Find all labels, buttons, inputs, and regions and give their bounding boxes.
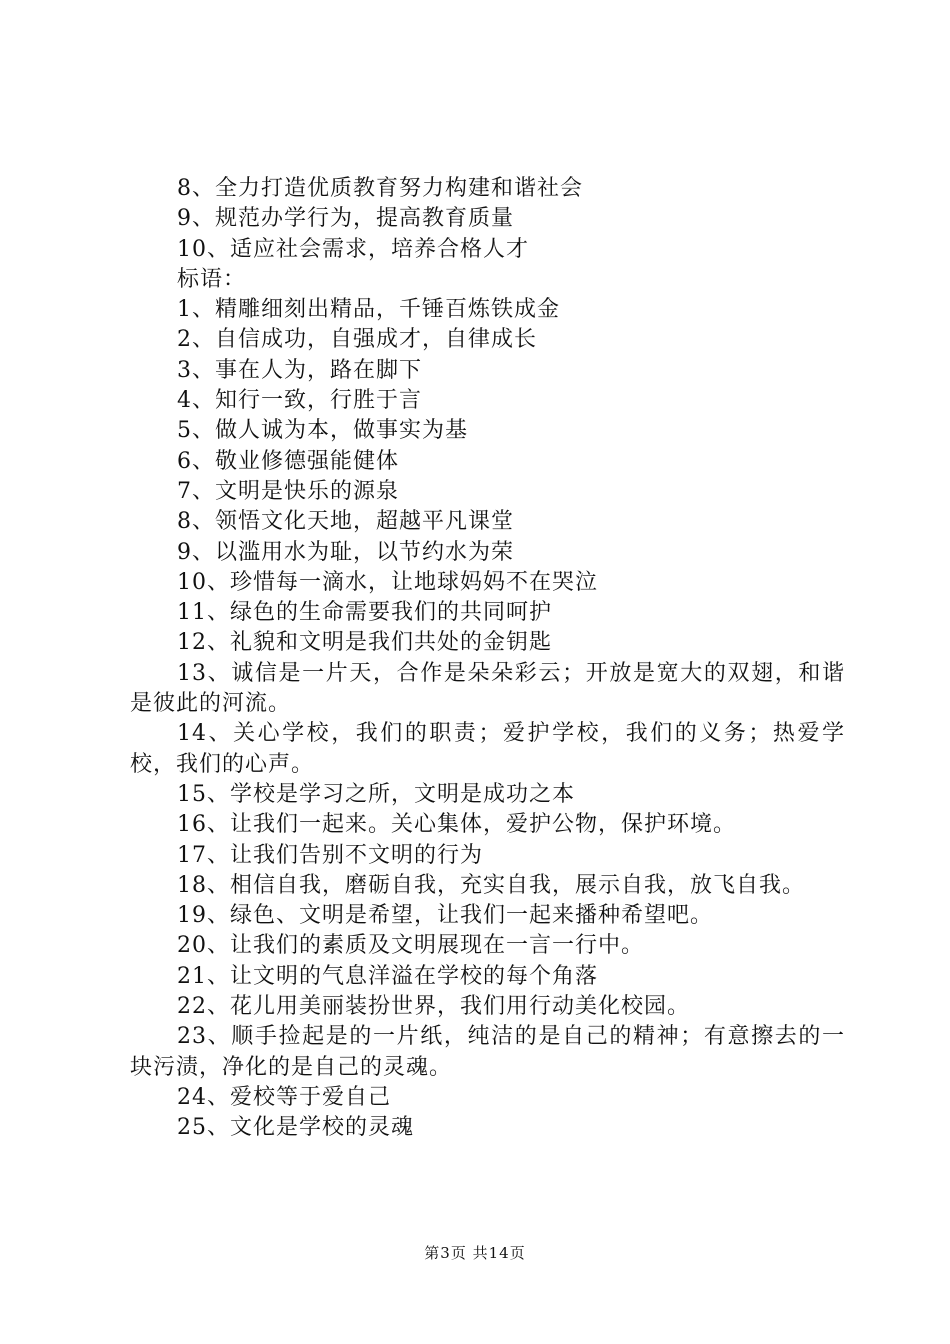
slogan-item: 25、文化是学校的灵魂 [177,1115,414,1141]
text-line: 9、规范办学行为，提高教育质量 [177,206,514,232]
slogan-item: 6、敬业修德强能健体 [177,448,399,474]
text-line: 8、全力打造优质教育努力构建和谐社会 [177,176,583,201]
slogan-item: 16、让我们一起来。关心集体，爱护公物，保护环境。 [177,812,736,838]
slogan-item: 2、自信成功，自强成才，自律成长 [177,327,537,353]
slogan-item: 19、绿色、文明是希望，让我们一起来播种希望吧。 [177,903,713,929]
slogan-item: 20、让我们的素质及文明展现在一言一行中。 [177,933,644,959]
section-heading: 标语： [177,266,247,292]
slogan-item: 22、花儿用美丽装扮世界，我们用行动美化校园。 [177,994,690,1020]
slogan-item: 1、精雕细刻出精品，千锤百炼铁成金 [177,297,560,323]
slogan-item: 17、让我们告别不文明的行为 [177,842,483,868]
slogan-item: 12、礼貌和文明是我们共处的金钥匙 [177,630,552,656]
slogan-item: 14、关心学校，我们的职责；爱护学校，我们的义务；热爱学校，我们的心声。 [130,721,845,777]
slogan-item: 13、诚信是一片天，合作是朵朵彩云；开放是宽大的双翅，和谐是彼此的河流。 [130,660,845,717]
slogan-item: 8、领悟文化天地，超越平凡课堂 [177,509,514,535]
slogan-item: 4、知行一致，行胜于言 [177,388,422,414]
slogan-item: 15、学校是学习之所，文明是成功之本 [177,781,575,807]
slogan-item: 18、相信自我，磨砺自我，充实自我，展示自我，放飞自我。 [177,872,805,898]
slogan-item: 21、让文明的气息洋溢在学校的每个角落 [177,963,598,989]
slogan-item: 23、顺手捡起是的一片纸，纯洁的是自己的精神；有意擦去的一块污渍，净化的是自己的灵魂。 [130,1024,845,1080]
text-line: 10、适应社会需求，培养合格人才 [177,236,529,262]
page-number-footer: 第3页 共14页 [424,1244,526,1262]
slogan-item: 9、以滥用水为耻，以节约水为荣 [177,539,514,565]
slogan-item: 10、珍惜每一滴水，让地球妈妈不在哭泣 [177,569,598,595]
slogan-item: 24、爱校等于爱自己 [177,1084,391,1110]
slogan-item: 11、绿色的生命需要我们的共同呵护 [177,600,552,626]
slogan-item: 7、文明是快乐的源泉 [177,478,399,504]
document-body [130,174,845,1144]
slogan-item: 3、事在人为，路在脚下 [177,357,422,383]
slogan-item: 5、做人诚为本，做事实为基 [177,418,468,444]
